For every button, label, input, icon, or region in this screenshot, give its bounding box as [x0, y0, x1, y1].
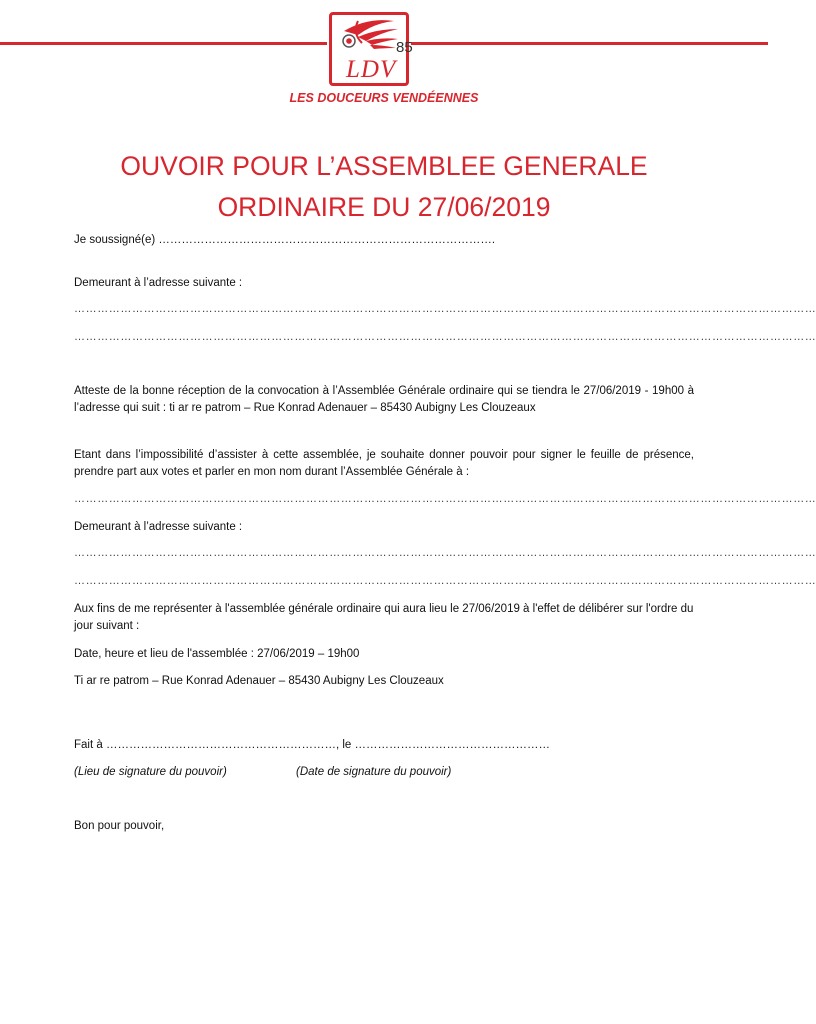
- meeting-location: Ti ar re patrom – Rue Konrad Adenauer – 85430 Aubigny Les Clouzeaux: [74, 675, 444, 687]
- bon-pour-pouvoir: Bon pour pouvoir,: [74, 820, 165, 832]
- etant-paragraph: Etant dans l’impossibilité d’assister à cette assemblée, je souhaite donner pouvoir pour signer le feuille de présence, prendre part aux votes et parler en mon nom durant l’Assemblée Générale à :: [74, 449, 694, 478]
- ldv-logo: [329, 12, 413, 86]
- demeurant-label-1: Demeurant à l’adresse suivante :: [74, 277, 243, 289]
- title-line-1: OUVOIR POUR L’ASSEMBLEE GENERALE: [120, 151, 648, 181]
- brand-name: LES DOUCEURS VENDÉENNES: [289, 91, 479, 105]
- proxy-address-line-1[interactable]: …………………………………………………………………………………………………………………………………………………………………………: [74, 547, 816, 559]
- aux-fins-paragraph: Aux fins de me représenter à l'assemblée générale ordinaire qui aura lieu le 27/06/2019 à l'effet de délibérer sur l'ordre du jour suivant :: [74, 603, 694, 632]
- date-signature-caption: (Date de signature du pouvoir): [296, 766, 452, 778]
- document-title: [0, 146, 768, 228]
- proxy-name-line[interactable]: …………………………………………………………………………………………………………………………………………………………………………: [74, 493, 816, 505]
- demeurant-label-2: Demeurant à l’adresse suivante :: [74, 521, 243, 533]
- proxy-address-line-2[interactable]: …………………………………………………………………………………………………………………………………………………………………………: [74, 575, 816, 587]
- fait-a-field[interactable]: Fait à ……………………………………………………, le ……………………………………………: [74, 739, 550, 751]
- date-heure-lieu: Date, heure et lieu de l'assemblée : 27/06/2019 – 19h00: [74, 648, 360, 660]
- header-rule-right: [411, 42, 768, 45]
- logo-lettering: LDV: [346, 56, 397, 83]
- signature-caption: [74, 764, 694, 781]
- address-line-1[interactable]: …………………………………………………………………………………………………………………………………………………………………………: [74, 303, 816, 315]
- header-rule-left: [0, 42, 327, 45]
- lieu-signature-caption: (Lieu de signature du pouvoir): [74, 766, 227, 778]
- title-line-2: ORDINAIRE DU 27/06/2019: [217, 192, 551, 222]
- address-line-2[interactable]: …………………………………………………………………………………………………………………………………………………………………………: [74, 331, 816, 343]
- logo-number: 85: [396, 39, 413, 56]
- atteste-paragraph: Atteste de la bonne réception de la convocation à l’Assemblée Générale ordinaire qui se tiendra le 27/06/2019 - 19h00 à l’adresse qui suit : ti ar re patrom – Rue Konrad Adenauer – 85430 Aubigny Les Clouzeaux: [74, 385, 694, 414]
- soussigne-field[interactable]: Je soussigné(e) …………………………………………………………………………….: [74, 234, 496, 246]
